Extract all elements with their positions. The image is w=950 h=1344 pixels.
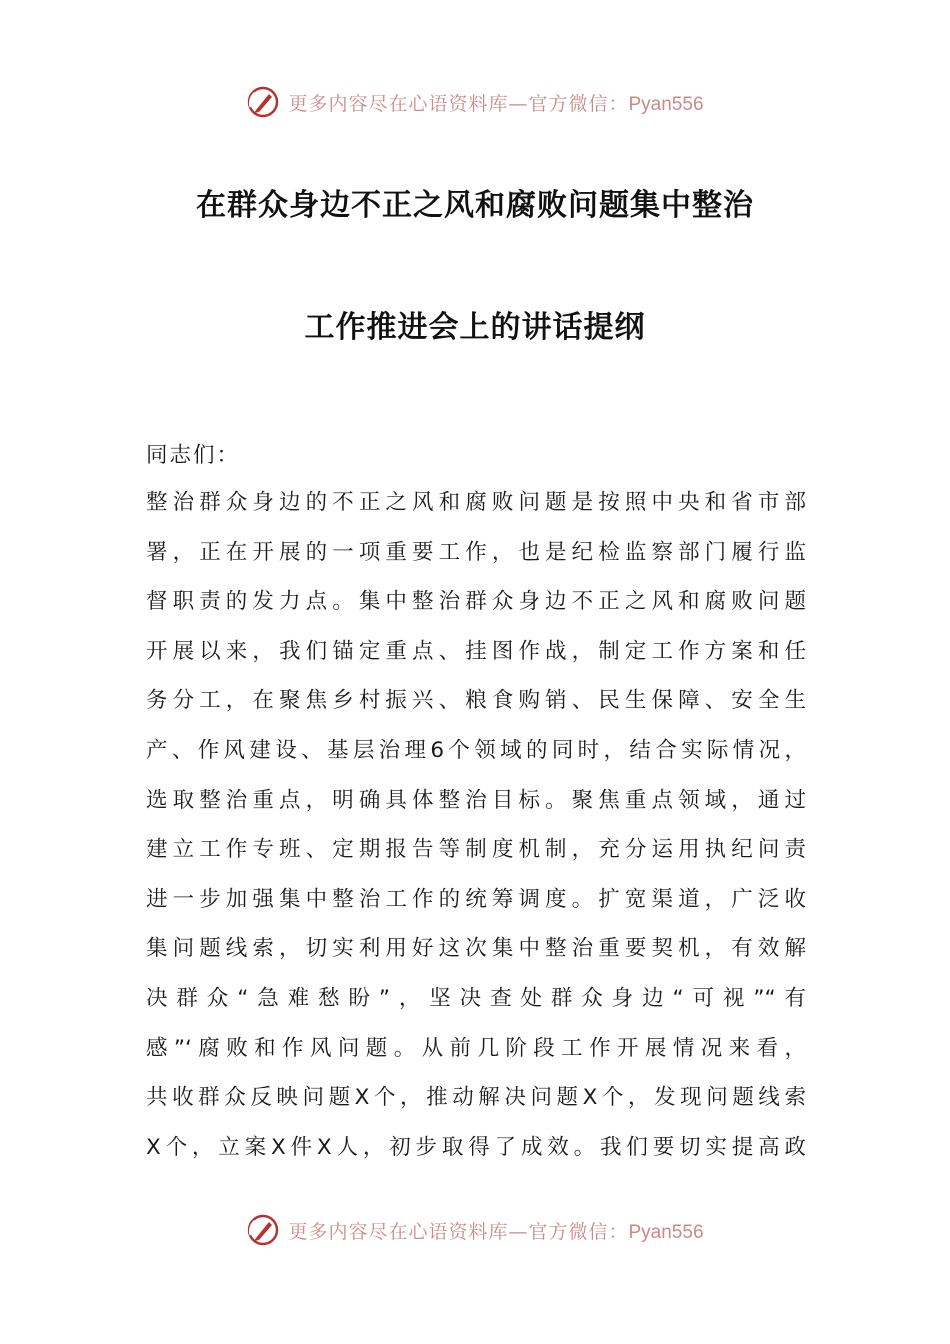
page-title-line-2: 工作推进会上的讲话提纲 [304,310,646,345]
header-banner-wechat: Pyan556 [628,93,704,115]
page-title-line-1: 在群众身边不正之风和腐败问题集中整治 [196,188,754,223]
salutation: 同志们： [146,443,241,468]
header-banner-text: 更多内容尽在心语资料库—官方微信： [288,92,629,115]
paragraph-line: 整治群众身边的不正之风和腐败问题是按照中央和省市部 [146,490,806,515]
paragraph-line: X个，立案X件X人，初步取得了成效。我们要切实提高政 [146,1134,806,1160]
pen-logo-icon [246,1213,280,1247]
paragraph-line: 进一步加强集中整治工作的统筹调度。扩宽渠道，广泛收 [146,886,806,912]
header-banner [0,80,950,124]
paragraph-line: 产、作风建设、基层治理6个领域的同时，结合实际情况， [146,737,806,763]
paragraph-line: 务分工，在聚焦乡村振兴、粮食购销、民生保障、安全生 [146,688,806,714]
paragraph-line: 共收群众反映问题X个，推动解决问题X个，发现问题线索 [146,1085,806,1111]
footer-banner [0,1208,950,1252]
body-paragraph [146,478,806,1172]
paragraph-line: 建立工作专班、定期报告等制度机制，充分运用执纪问责 [146,837,806,863]
paragraph-line: 感”‘腐败和作风问题。从前几阶段工作开展情况来看， [146,1035,806,1061]
paragraph-line: 署，正在开展的一项重要工作，也是纪检监察部门履行监 [146,539,806,565]
paragraph-line: 决群众“急难愁盼”，坚决查处群众身边“可视”“有 [146,985,806,1011]
paragraph-line: 开展以来，我们锚定重点、挂图作战，制定工作方案和任 [146,638,806,664]
footer-banner-text: 更多内容尽在心语资料库—官方微信： [288,1220,629,1243]
paragraph-line: 选取整治重点，明确具体整治目标。聚焦重点领域，通过 [146,787,806,813]
paragraph-line: 集问题线索，切实利用好这次集中整治重要契机，有效解 [146,936,806,962]
footer-banner-wechat: Pyan556 [628,1221,704,1243]
pen-logo-icon [246,85,280,119]
paragraph-line: 督职责的发力点。集中整治群众身边不正之风和腐败问题 [146,589,806,615]
